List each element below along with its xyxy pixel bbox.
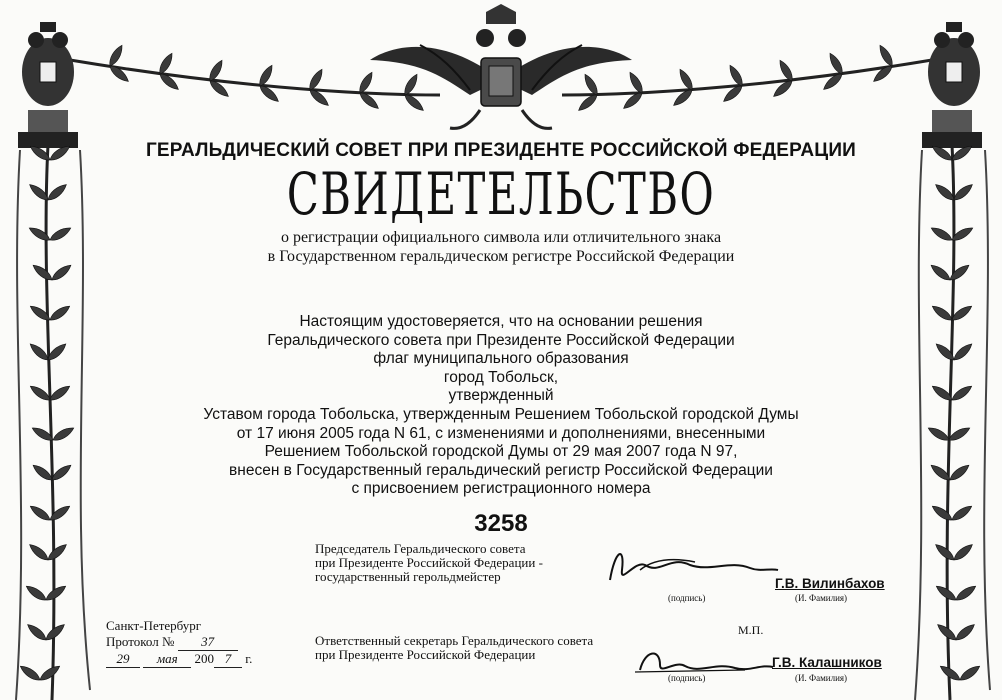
secretary-title-line: Ответственный секретарь Геральдического совета	[315, 633, 594, 648]
name-caption: (И. Фамилия)	[795, 673, 848, 683]
name-caption: (И. Фамилия)	[795, 593, 848, 603]
left-eagle-icon	[22, 22, 74, 106]
protocol-label: Протокол №	[106, 634, 175, 649]
signature-caption: (подпись)	[668, 673, 706, 683]
certificate-title: СВИДЕТЕЛЬСТВО	[286, 160, 716, 228]
city: Санкт-Петербург	[106, 618, 202, 633]
body-line: утвержденный	[448, 387, 554, 405]
right-eagle-icon	[928, 22, 980, 106]
seal-mark: М.П.	[738, 623, 764, 637]
year-prefix: 200	[194, 651, 214, 666]
chairman-title-line: при Президенте Российской Федерации -	[315, 555, 543, 570]
body-line: Настоящим удостоверяется, что на основании решения	[299, 313, 703, 330]
body-line: внесен в Государственный геральдический регистр Российской Федерации	[229, 461, 773, 479]
date-line	[106, 651, 252, 668]
secretary-title-line: при Президенте Российской Федерации	[315, 647, 536, 662]
year-suffix: г.	[245, 651, 253, 666]
registration-number: 3258	[474, 510, 528, 537]
signature-caption: (подпись)	[668, 593, 706, 603]
certificate-body	[0, 313, 1002, 499]
chairman-name: Г.В. Вилинбахов	[775, 576, 885, 591]
chairman-title	[315, 542, 543, 584]
body-line: с присвоением регистрационного номера	[351, 480, 651, 498]
subtitle-line: о регистрации официального символа или отличительного знака	[280, 229, 722, 246]
body-line: город Тобольск,	[443, 368, 559, 386]
chairman-signature-icon	[600, 540, 780, 590]
council-heading: ГЕРАЛЬДИЧЕСКИЙ СОВЕТ ПРИ ПРЕЗИДЕНТЕ РОССИЙСКОЙ ФЕДЕРАЦИИ	[145, 140, 857, 161]
place-block	[106, 618, 252, 668]
body-line: от 17 июня 2005 года N 61, с изменениями и дополнениями, внесенными	[236, 424, 766, 442]
date-month: мая	[143, 651, 191, 668]
protocol-number: 37	[178, 634, 238, 651]
body-line: Решением Тобольской городской Думы от 29 мая 2007 года N 97,	[264, 443, 738, 461]
subtitle-line: в Государственном геральдическом регистре Российской Федерации	[267, 248, 735, 265]
certificate-subtitle	[0, 228, 1002, 266]
year-digit: 7	[214, 651, 242, 668]
body-line: флаг муниципального образования	[373, 350, 629, 368]
body-line: Уставом города Тобольска, утвержденным Решением Тобольской городской Думы	[203, 405, 799, 423]
date-day: 29	[106, 651, 140, 668]
protocol-line	[106, 634, 252, 651]
secretary-title	[315, 634, 593, 662]
chairman-title-line: государственный герольдмейстер	[315, 569, 501, 584]
secretary-name: Г.В. Калашников	[772, 655, 882, 670]
body-line: Геральдического совета при Президенте Российской Федерации	[267, 331, 735, 349]
double-headed-eagle-icon	[370, 4, 632, 128]
chairman-title-line: Председатель Геральдического совета	[315, 541, 526, 556]
